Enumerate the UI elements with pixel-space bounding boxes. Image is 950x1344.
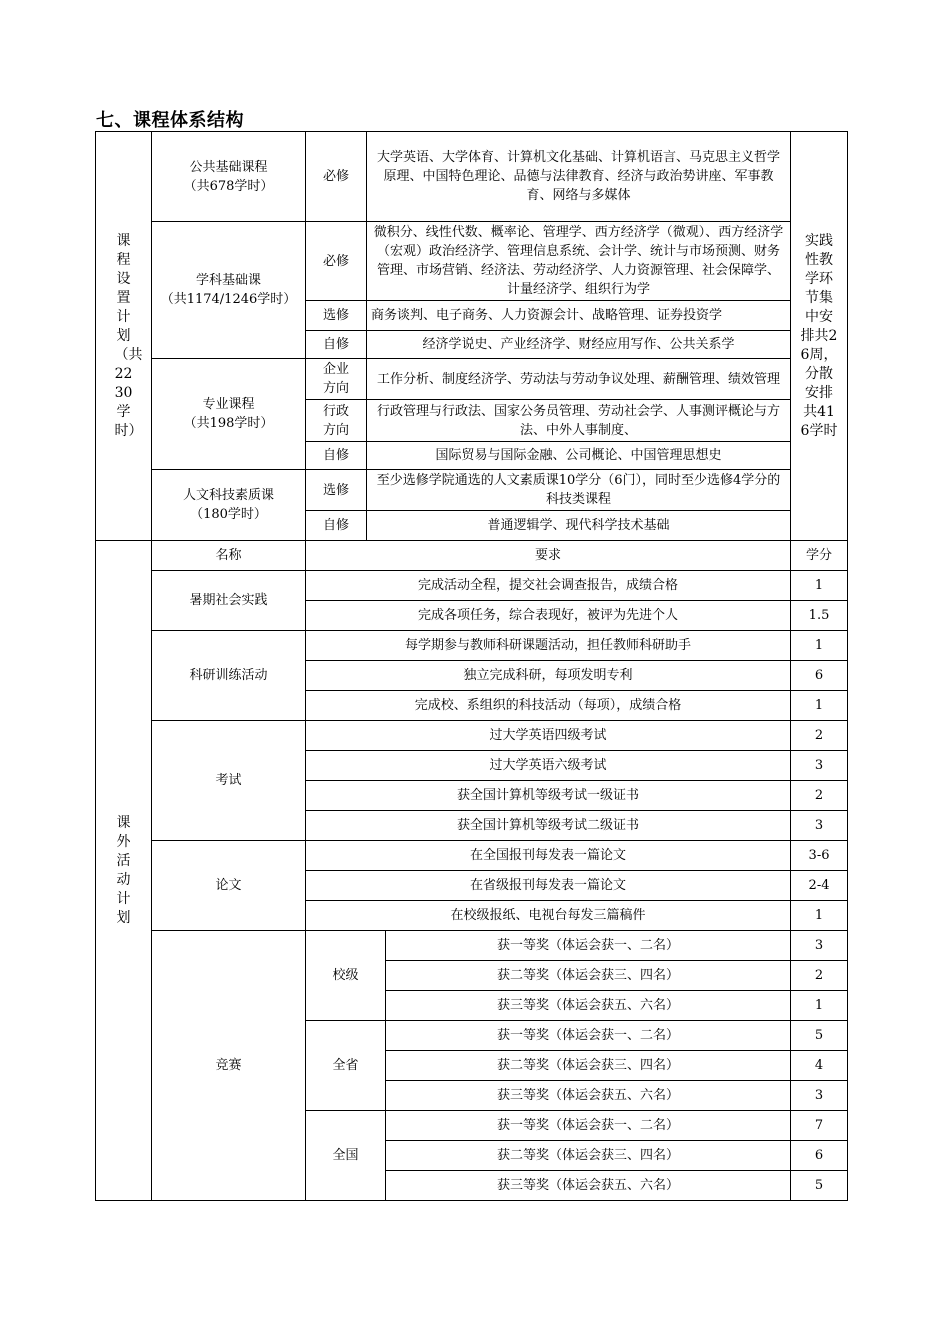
credit: 1 — [791, 631, 848, 661]
credit: 5 — [791, 1171, 848, 1201]
competition-level: 校级 — [306, 931, 386, 1021]
credit: 3-6 — [791, 841, 848, 871]
col-header-credit: 学分 — [791, 541, 848, 571]
group-name: 公共基础课程 （共678学时） — [152, 132, 306, 222]
requirement: 获三等奖（体运会获五、六名） — [386, 1171, 791, 1201]
credit: 3 — [791, 1081, 848, 1111]
course-content: 大学英语、大学体育、计算机文化基础、计算机语言、马克思主义哲学原理、中国特色理论、品德与法律教育、经济与政治势讲座、军事教育、网络与多媒体 — [367, 132, 791, 222]
activity-name: 考试 — [152, 721, 306, 841]
requirement: 过大学英语四级考试 — [306, 721, 791, 751]
requirement: 每学期参与教师科研课题活动，担任教师科研助手 — [306, 631, 791, 661]
activity-name: 论文 — [152, 841, 306, 931]
activity-name: 暑期社会实践 — [152, 571, 306, 631]
requirement: 获一等奖（体运会获一、二名） — [386, 1021, 791, 1051]
course-content: 经济学说史、产业经济学、财经应用写作、公共关系学 — [367, 331, 791, 359]
requirement: 获二等奖（体运会获三、四名） — [386, 1051, 791, 1081]
requirement: 获全国计算机等级考试二级证书 — [306, 811, 791, 841]
course-content: 工作分析、制度经济学、劳动法与劳动争议处理、薪酬管理、绩效管理 — [367, 359, 791, 400]
requirement: 完成活动全程，提交社会调查报告，成绩合格 — [306, 571, 791, 601]
course-type: 选修 — [306, 470, 367, 511]
group-name: 人文科技素质课 （180学时） — [152, 470, 306, 541]
credit: 2 — [791, 961, 848, 991]
credit: 1.5 — [791, 601, 848, 631]
credit: 2 — [791, 781, 848, 811]
extra-plan-label: 课外活动计划 — [96, 541, 152, 1201]
course-type: 自修 — [306, 511, 367, 541]
credit: 1 — [791, 991, 848, 1021]
requirement: 在省级报刊每发表一篇论文 — [306, 871, 791, 901]
requirement: 独立完成科研，每项发明专利 — [306, 661, 791, 691]
requirement: 获一等奖（体运会获一、二名） — [386, 931, 791, 961]
section-heading: 七、课程体系结构 — [96, 110, 244, 131]
requirement: 获一等奖（体运会获一、二名） — [386, 1111, 791, 1141]
group-name: 专业课程 （共198学时） — [152, 359, 306, 470]
credit: 3 — [791, 751, 848, 781]
course-content: 微积分、线性代数、概率论、管理学、西方经济学（微观）、西方经济学（宏观）政治经济学、管理信息系统、会计学、统计与市场预测、财务管理、市场营销、经济法、劳动经济学、人力资源管理、社会保障学、计量经济学、组织行为学 — [367, 222, 791, 301]
practice-note: 实践性教学环节集中安排共26周，分散安排共416学时 — [791, 132, 848, 541]
course-type: 必修 — [306, 222, 367, 301]
course-type: 必修 — [306, 132, 367, 222]
col-header-requirement: 要求 — [306, 541, 791, 571]
credit: 4 — [791, 1051, 848, 1081]
course-type: 行政方向 — [306, 400, 367, 442]
course-content: 至少选修学院通选的人文素质课10学分（6门），同时至少选修4学分的科技类课程 — [367, 470, 791, 511]
credit: 3 — [791, 931, 848, 961]
course-content: 行政管理与行政法、国家公务员管理、劳动社会学、人事测评概论与方法、中外人事制度、 — [367, 400, 791, 442]
competition-level: 全国 — [306, 1111, 386, 1201]
col-header-name: 名称 — [152, 541, 306, 571]
credit: 6 — [791, 1141, 848, 1171]
requirement: 过大学英语六级考试 — [306, 751, 791, 781]
course-plan-label: 课程设置计划（共2230学时） — [96, 132, 152, 541]
credit: 2-4 — [791, 871, 848, 901]
course-type: 企业方向 — [306, 359, 367, 400]
activity-name: 竞赛 — [152, 931, 306, 1201]
activity-name: 科研训练活动 — [152, 631, 306, 721]
requirement: 获三等奖（体运会获五、六名） — [386, 991, 791, 1021]
group-name: 学科基础课 （共1174/1246学时） — [152, 222, 306, 359]
requirement: 获三等奖（体运会获五、六名） — [386, 1081, 791, 1111]
credit: 1 — [791, 901, 848, 931]
course-type: 选修 — [306, 301, 367, 331]
requirement: 在全国报刊每发表一篇论文 — [306, 841, 791, 871]
course-content: 国际贸易与国际金融、公司概论、中国管理思想史 — [367, 442, 791, 470]
credit: 6 — [791, 661, 848, 691]
requirement: 获二等奖（体运会获三、四名） — [386, 961, 791, 991]
requirement: 完成校、系组织的科技活动（每项），成绩合格 — [306, 691, 791, 721]
requirement: 获二等奖（体运会获三、四名） — [386, 1141, 791, 1171]
credit: 3 — [791, 811, 848, 841]
course-content: 商务谈判、电子商务、人力资源会计、战略管理、证券投资学 — [367, 301, 791, 331]
requirement: 在校级报纸、电视台每发三篇稿件 — [306, 901, 791, 931]
curriculum-table — [95, 131, 848, 1201]
requirement: 获全国计算机等级考试一级证书 — [306, 781, 791, 811]
credit: 7 — [791, 1111, 848, 1141]
credit: 5 — [791, 1021, 848, 1051]
competition-level: 全省 — [306, 1021, 386, 1111]
credit: 2 — [791, 721, 848, 751]
course-type: 自修 — [306, 442, 367, 470]
course-type: 自修 — [306, 331, 367, 359]
course-content: 普通逻辑学、现代科学技术基础 — [367, 511, 791, 541]
credit: 1 — [791, 691, 848, 721]
requirement: 完成各项任务，综合表现好，被评为先进个人 — [306, 601, 791, 631]
credit: 1 — [791, 571, 848, 601]
